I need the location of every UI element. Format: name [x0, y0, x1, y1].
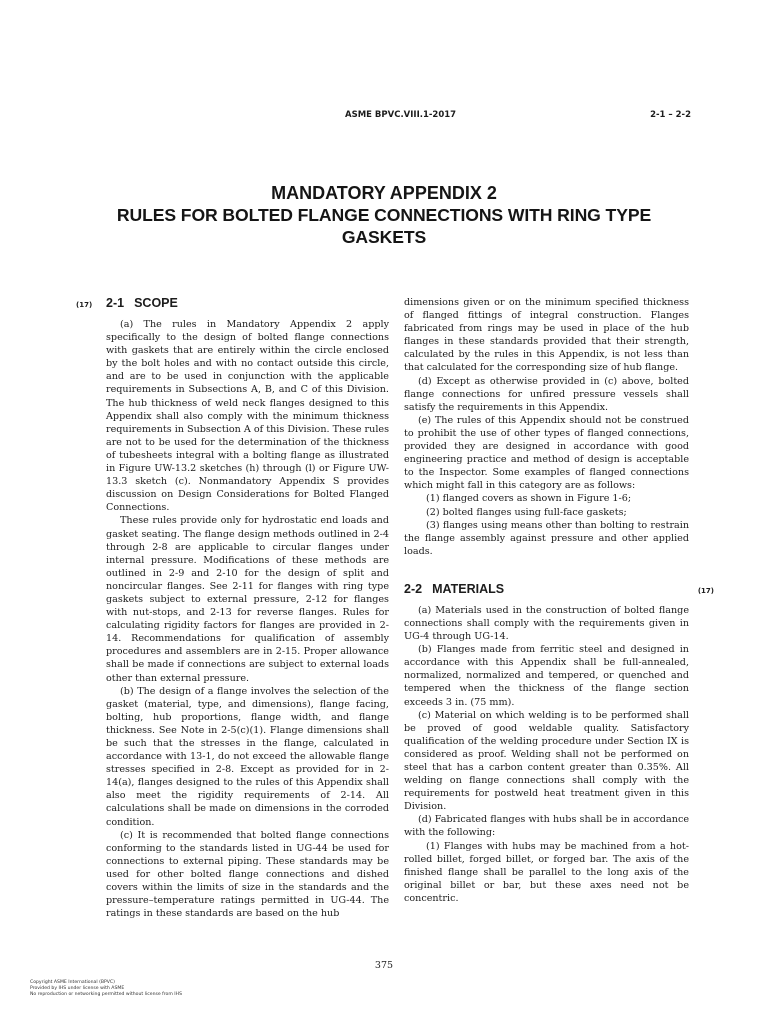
- section-number: 2-1: [106, 296, 125, 310]
- list-item: (2) bolted flanges using full-face gaskets;: [426, 506, 627, 518]
- revision-mark: (17): [76, 301, 93, 309]
- revision-mark: (17): [697, 586, 714, 595]
- section-number: 2-2: [404, 581, 423, 596]
- right-column: [404, 296, 714, 905]
- copyright-line: No reproduction or networking permitted without license from IHS: [30, 992, 183, 997]
- paragraph: (b) The design of a flange involves the selection of the gasket (material, type, and dimensions), flange facing, bolting, hub proportions, flange width, and flange thickness. See Note in 2-5(c)(1). Flange dimensions shall be such that the stresses in the flange, calculated in accordance with 13-1, do not exceed the allowable flange stresses specified in 2-8. Except as provided for in 2-14(a), flanges designed to the rules of this Appendix shall also meet the rigidity requirements of 2-14. All calculations shall be made on dimensions in the corroded condition.: [106, 685, 389, 828]
- appendix-title: [100, 182, 668, 248]
- section-title: SCOPE: [134, 296, 178, 310]
- section-title: MATERIALS: [432, 581, 505, 596]
- list-item: (3) flanges using means other than bolting to restrain the flange assembly against pressure and other applied loads.: [404, 519, 689, 557]
- paragraph: (d) Except as otherwise provided in (c) above, bolted flange connections for unfired pressure vessels shall satisfy the requirements in this Appendix.: [404, 375, 689, 413]
- section-heading-materials: [404, 581, 714, 600]
- section-heading-scope: [76, 296, 389, 314]
- appendix-title-line1: MANDATORY APPENDIX 2: [271, 183, 497, 203]
- paragraph: (b) Flanges made from ferritic steel and designed in accordance with this Appendix shall be full-annealed, normalized, normalized and tempered, or quenched and tempered when the thickness of the flange section exceeds 3 in. (75 mm).: [404, 644, 689, 708]
- paragraph: dimensions given or on the minimum specified thickness of flanged fittings of integral construction. Flanges fabricated from rings may be used in place of the hub flanges in these standards provided that their strength, calculated by the rules in this Appendix, is not less than that calculated for the corresponding size of hub flange.: [404, 297, 689, 374]
- paragraph: (a) Materials used in the construction of bolted flange connections shall comply with the requirements given in UG-4 through UG-14.: [404, 604, 689, 643]
- paragraph: (c) Material on which welding is to be performed shall be proved of good weldable quality. Satisfactory qualification of the welding procedure under Section IX is considered as proof. Welding shall not be performed on steel that has a carbon content greater than 0.35%. All welding on flange connections shall comply with the requirements for postweld heat treatment given in this Division.: [404, 709, 689, 813]
- running-header-doc-id: ASME BPVC.VIII.1-2017: [345, 110, 457, 120]
- paragraph: (d) Fabricated flanges with hubs shall be in accordance with the following:: [404, 814, 689, 839]
- running-header-section-range: 2-1 – 2-2: [650, 110, 691, 120]
- paragraph: These rules provide only for hydrostatic end loads and gasket seating. The flange design methods outlined in 2-4 through 2-8 are applicable to circular flanges under internal pressure. Modifications of these methods are outlined in 2-9 and 2-10 for the design of split and noncircular flanges. See 2-11 for flanges with ring type gaskets subject to external pressure, 2-12 for flanges with nut-stops, and 2-13 for reverse flanges. Rules for calculating rigidity factors for flanges are provided in 2-14. Recommendations for qualification of assembly procedures and assemblers are in 2-15. Proper allowance shall be made if connections are subject to external loads other than external pressure.: [106, 515, 389, 684]
- list-item: (1) flanged covers as shown in Figure 1-6;: [426, 493, 632, 505]
- appendix-title-line2: RULES FOR BOLTED FLANGE CONNECTIONS WITH RING TYPE GASKETS: [116, 205, 652, 247]
- copyright-line: Copyright ASME International (BPVC): [30, 980, 115, 985]
- paragraph: (c) It is recommended that bolted flange connections conforming to the standards listed in UG-44 be used for connections to external piping. These standards may be used for other bolted flange connections and dished covers within the limits of size in the standards and the pressure–temperature ratings permitted in UG-44. The ratings in these standards are based on the hub: [106, 829, 389, 920]
- paragraph: (a) The rules in Mandatory Appendix 2 apply specifically to the design of bolted flange connections with gaskets that are entirely within the circle enclosed by the bolt holes and with no contact outside this circle, and are to be used in conjunction with the applicable requirements in Subsections A, B, and C of this Division. The hub thickness of weld neck flanges designed to this Appendix shall also comply with the minimum thickness requirements in Subsection A of this Division. These rules are not to be used for the determination of the thickness of tubesheets integral with a bolting flange as illustrated in Figure UW-13.2 sketches (h) through (l) or Figure UW-13.3 sketch (c). Nonmandatory Appendix S provides discussion on Design Considerations for Bolted Flanged Connections.: [106, 319, 389, 514]
- page-number: 375: [374, 960, 394, 971]
- copyright-line: Provided by IHS under license with ASME: [30, 986, 125, 991]
- paragraph: (e) The rules of this Appendix should not be construed to prohibit the use of other types of flanged connections, provided they are designed in accordance with good engineering practice and method of design is acceptable to the Inspector. Some examples of flanged connections which might fall in this category are as follows:: [404, 414, 689, 492]
- list-item: (1) Flanges with hubs may be machined from a hot-rolled billet, forged billet, or forged bar. The axis of the finished flange shall be parallel to the long axis of the original billet or bar, but these axes need not be concentric.: [404, 840, 689, 904]
- copyright-notice: [30, 980, 182, 998]
- left-column: [76, 296, 389, 920]
